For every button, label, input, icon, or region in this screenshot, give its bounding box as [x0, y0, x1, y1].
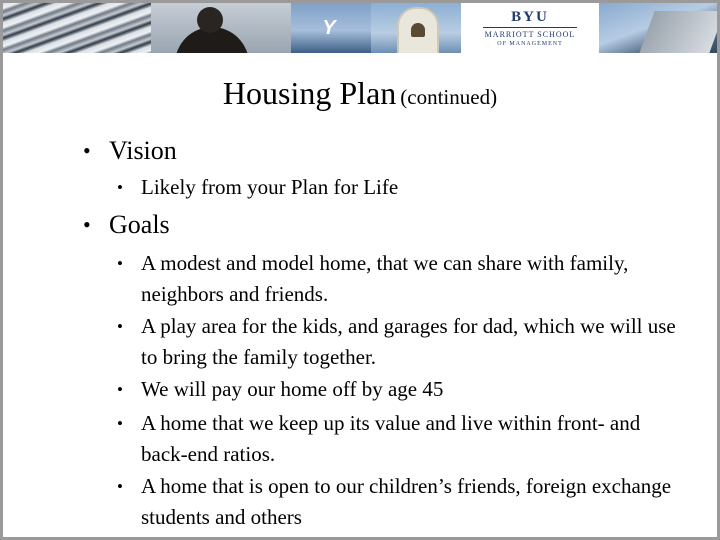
goal-item: A modest and model home, that we can share with family, neighbors and friends. — [141, 251, 629, 306]
building-shape — [639, 11, 717, 53]
marriott-school-text: MARRIOTT SCHOOL — [484, 30, 576, 39]
building-photo — [599, 3, 717, 53]
bell-icon — [411, 23, 425, 37]
heading-vision: Vision — [109, 136, 177, 165]
title-main: Housing Plan — [222, 75, 397, 111]
statue-head-shape — [197, 7, 223, 33]
byu-logo — [461, 3, 599, 53]
goal-item: A home that we keep up its value and live within front- and back-end ratios. — [141, 411, 641, 466]
slide-title — [3, 75, 717, 112]
header-banner — [3, 3, 717, 53]
striped-building-photo — [3, 3, 151, 53]
bullet-icon: • — [83, 212, 91, 237]
y-mountain-icon: Y — [322, 17, 336, 39]
goal-item: A play area for the kids, and garages for dad, which we will use to bring the family together. — [141, 314, 676, 369]
title-suffix: (continued) — [400, 85, 498, 109]
goal-item: We will pay our home off by age 45 — [141, 377, 444, 401]
bell-tower-photo — [371, 3, 461, 53]
bullet-icon: • — [117, 477, 123, 496]
bullet-icon: • — [83, 138, 91, 163]
bullet-icon: • — [117, 178, 123, 197]
bullet-icon: • — [117, 317, 123, 336]
heading-goals: Goals — [109, 210, 170, 239]
bullet-icon: • — [117, 414, 123, 433]
bullet-icon: • — [117, 380, 123, 399]
byu-logo-text: BYU — [511, 9, 549, 25]
of-management-text: OF MANAGEMENT — [497, 41, 563, 47]
logo-divider — [483, 27, 577, 28]
y-mountain-photo — [291, 3, 371, 53]
goal-item: A home that is open to our children’s friends, foreign exchange students and others — [141, 474, 672, 529]
vision-item: Likely from your Plan for Life — [141, 175, 399, 199]
statue-photo — [151, 3, 291, 53]
bullet-icon: • — [117, 254, 123, 273]
